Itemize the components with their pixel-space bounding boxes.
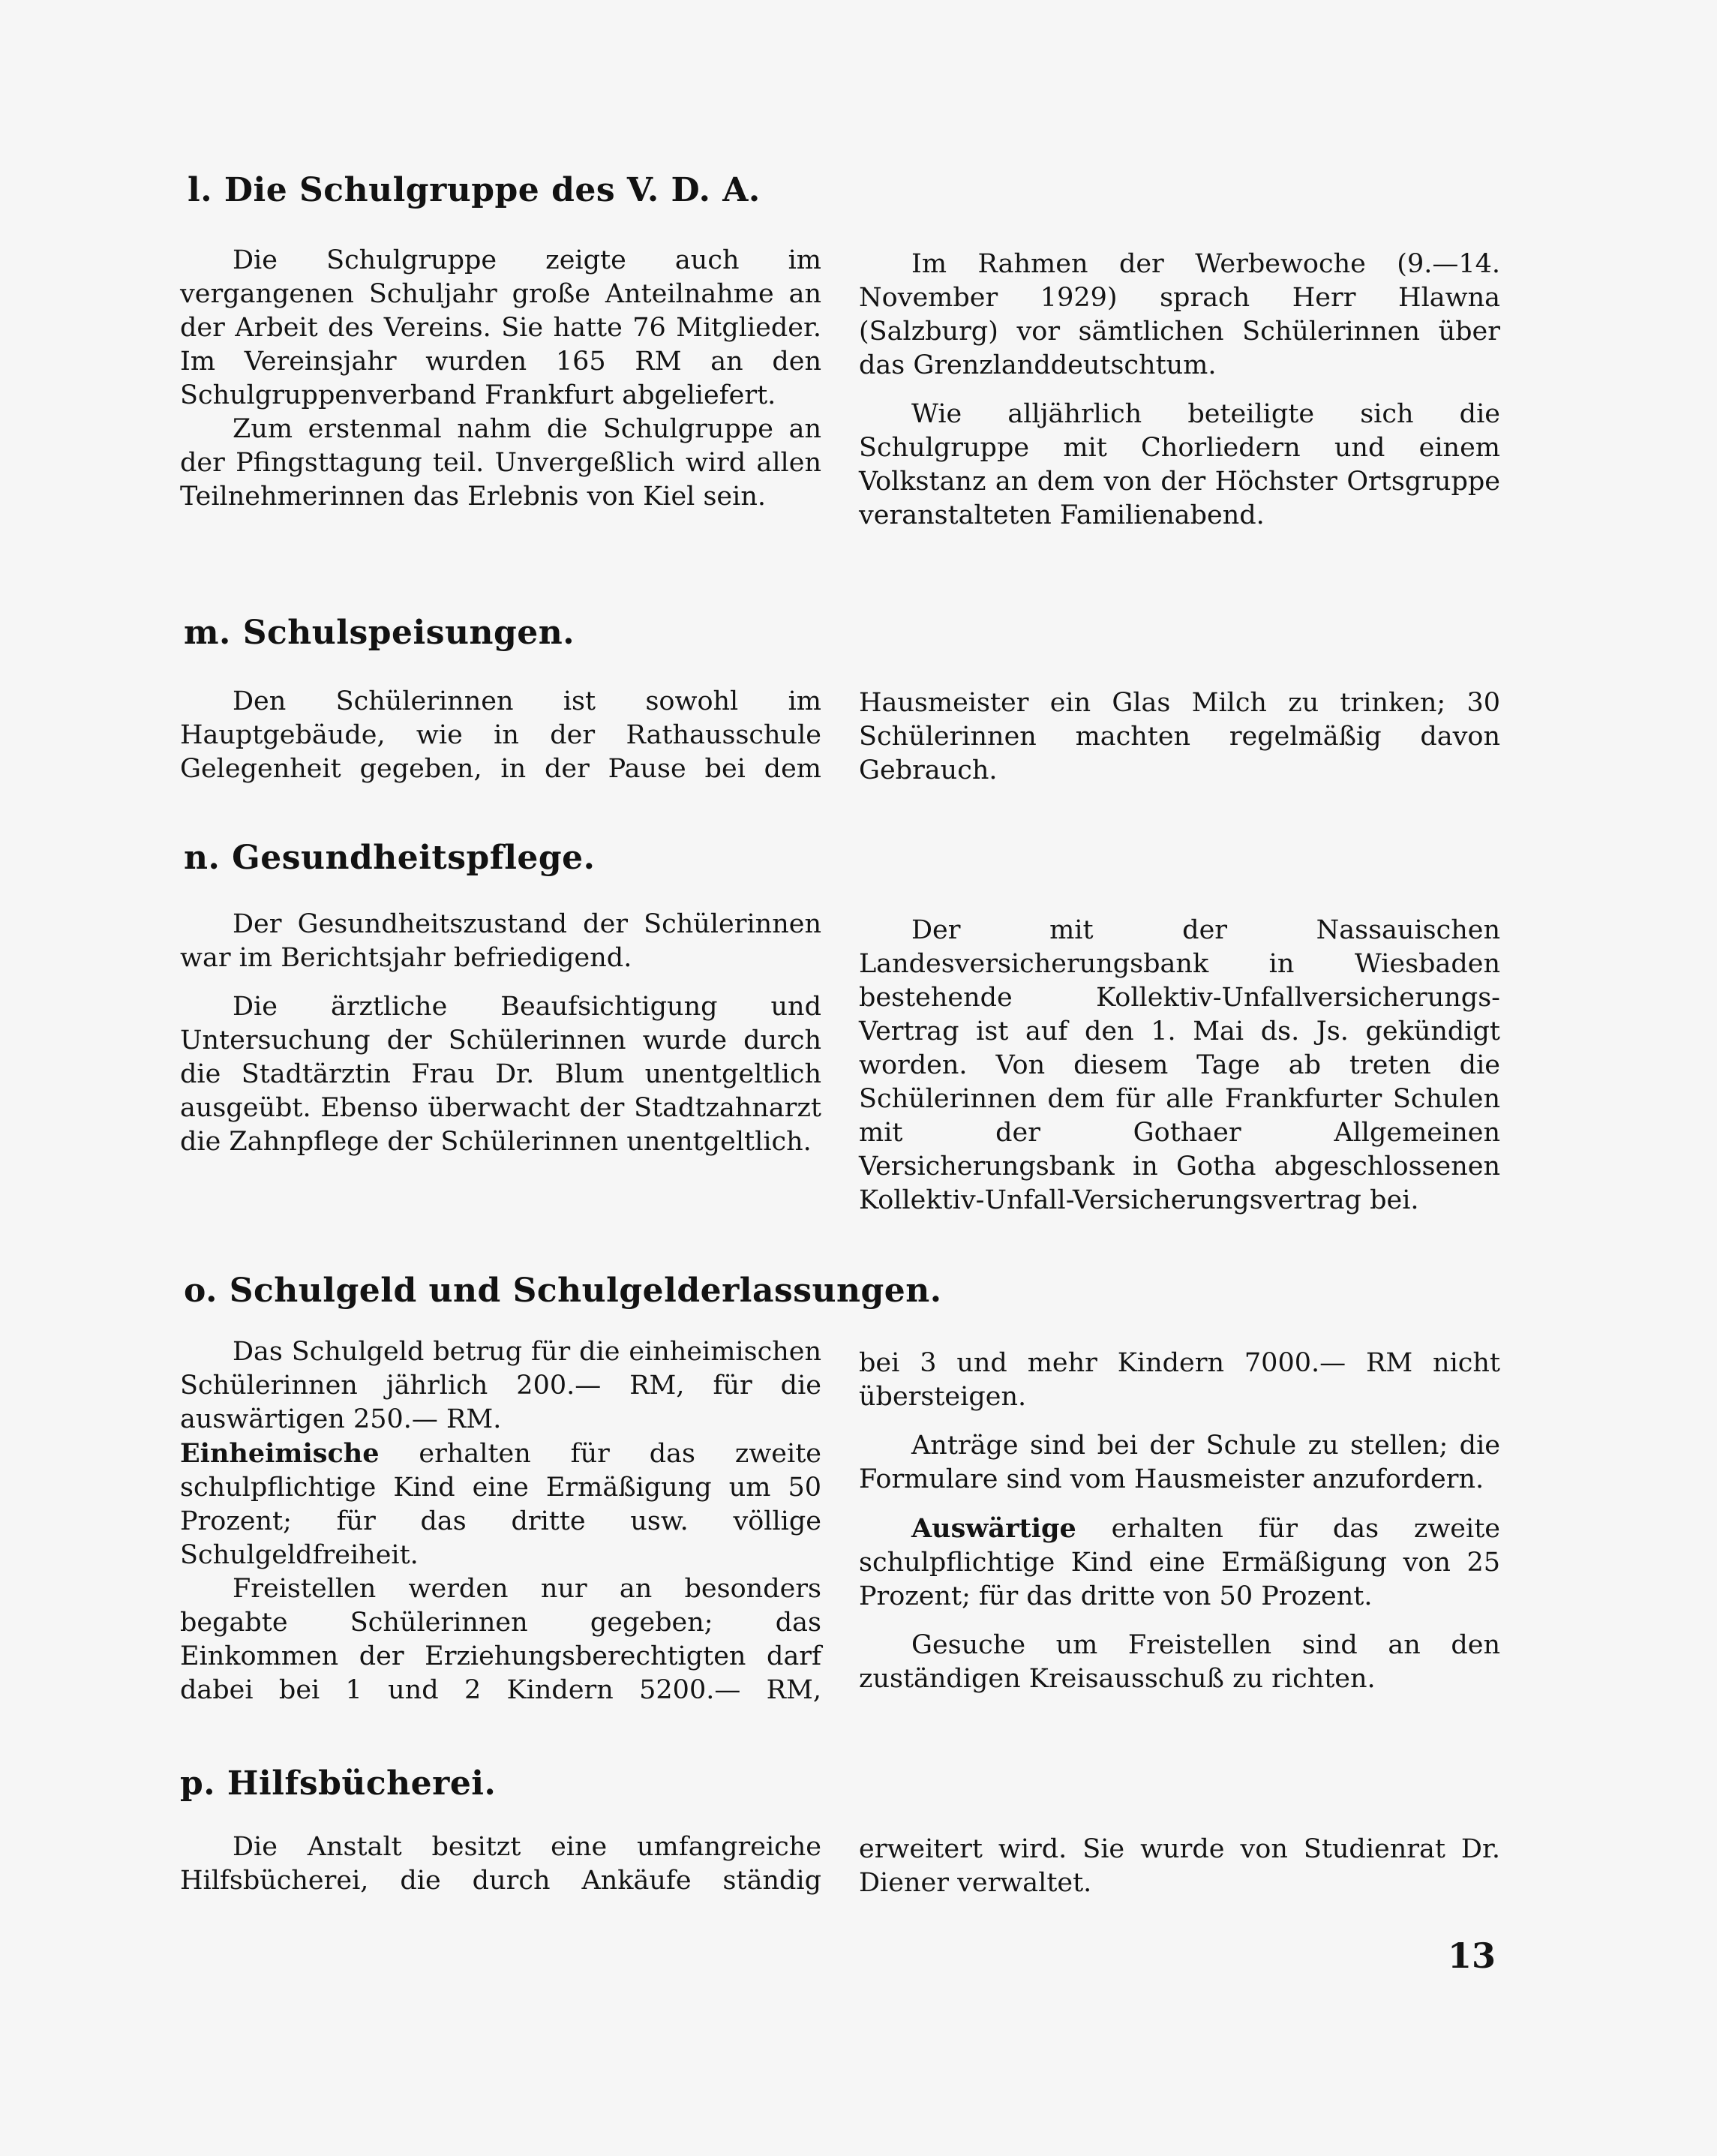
paragraph: Im Rahmen der Werbewoche (9.—14. November 1929) sprach Herr Hlawna (Salzburg) vor sämtlichen Schülerinnen über das Grenzlanddeutschtum. bbox=[859, 249, 1500, 380]
paragraph: Gesuche um Freistellen sind an den zuständigen Kreisausschuß zu richten. bbox=[859, 1630, 1500, 1694]
paragraph: Freistellen werden nur an besonders begabte Schülerinnen gegeben; das Einkommen der Erziehungsberechtigten darf dabei bei 1 und 2 Kindern 5200.— RM, bbox=[180, 1574, 821, 1705]
paragraph: Den Schülerinnen ist sowohl im Hauptgebäude, wie in der Rathausschule Gelegenheit gegeben, in der Pause bei dem bbox=[180, 686, 821, 784]
paragraph: Der Gesundheitszustand der Schülerinnen war im Berichtsjahr befriedigend. bbox=[180, 909, 821, 973]
paragraph: Zum erstenmal nahm die Schulgruppe an der Pfingsttagung teil. Unvergeßlich wird allen Teilnehmerinnen das Erlebnis von Kiel sein. bbox=[180, 414, 821, 512]
heading-gesundheitspflege: n. Gesundheitspflege. bbox=[184, 839, 596, 877]
heading-schulgruppe: l. Die Schulgruppe des V. D. A. bbox=[188, 171, 761, 209]
schulgruppe-left-column bbox=[180, 244, 821, 514]
page-number: 13 bbox=[1448, 1935, 1496, 1976]
paragraph: Die Anstalt besitzt eine umfangreiche Hilfsbücherei, die durch Ankäufe ständig bbox=[180, 1832, 821, 1896]
paragraph: Der mit der Nassauischen Landesversicherungsbank in Wiesbaden bestehende Kollektiv-Unfallversicherungs-Vertrag ist auf den 1. Mai ds. Js. gekündigt worden. Von diesem Tage ab treten die Schülerinnen dem für alle Frankfurter Schulen mit der Gothaer Allgemeinen Versicherungsbank in Gotha abgeschlossenen Kollektiv-Unfall-Versicherungsvertrag bei. bbox=[859, 915, 1500, 1215]
paragraph: bei 3 und mehr Kindern 7000.— RM nicht übersteigen. bbox=[859, 1348, 1500, 1412]
schulgruppe-right-column bbox=[859, 248, 1500, 533]
schulspeisungen-right-column bbox=[859, 686, 1500, 788]
schulgeld-left-column bbox=[180, 1335, 821, 1707]
bold-term: Einheimische bbox=[180, 1438, 380, 1469]
paragraph: Anträge sind bei der Schule zu stellen; die Formulare sind vom Hausmeister anzufordern. bbox=[859, 1431, 1500, 1494]
paragraph: Hausmeister ein Glas Milch zu trinken; 30 Schülerinnen machten regelmäßig davon Gebrauch. bbox=[859, 688, 1500, 785]
hilfsbuecherei-left-column bbox=[180, 1830, 821, 1898]
paragraph-text: erhalten für das zweite schulpflichtige Kind eine Ermäßigung um 50 Prozent; für das dritte usw. völlige Schulgeldfreiheit. bbox=[180, 1439, 821, 1570]
bold-term: Auswärtige bbox=[911, 1513, 1076, 1544]
paragraph: Das Schulgeld betrug für die einheimischen Schülerinnen jährlich 200.— RM, für die auswärtigen 250.— RM. bbox=[180, 1337, 821, 1434]
heading-schulgeld: o. Schulgeld und Schulgelderlassungen. bbox=[184, 1272, 942, 1310]
heading-schulspeisungen: m. Schulspeisungen. bbox=[184, 614, 575, 652]
heading-hilfsbuecherei: p. Hilfsbücherei. bbox=[180, 1764, 497, 1803]
hilfsbuecherei-right-column bbox=[859, 1833, 1500, 1900]
paragraph: erweitert wird. Sie wurde von Studienrat Dr. Diener verwaltet. bbox=[859, 1834, 1500, 1898]
paragraph bbox=[859, 1512, 1500, 1614]
paragraph-text: erhalten für das zweite schulpflichtige Kind eine Ermäßigung von 25 Prozent; für das dritte von 50 Prozent. bbox=[859, 1514, 1500, 1611]
gesundheitspflege-left-column bbox=[180, 908, 821, 1159]
paragraph bbox=[180, 1437, 821, 1572]
schulspeisungen-left-column bbox=[180, 685, 821, 786]
gesundheitspflege-right-column bbox=[859, 914, 1500, 1218]
paragraph: Wie alljährlich beteiligte sich die Schulgruppe mit Chorliedern und einem Volkstanz an dem von der Höchster Ortsgruppe veranstalteten Familienabend. bbox=[859, 399, 1500, 530]
paragraph: Die ärztliche Beaufsichtigung und Untersuchung der Schülerinnen wurde durch die Stadtärztin Frau Dr. Blum unentgeltlich ausgeübt. Ebenso überwacht der Stadtzahnarzt die Zahnpflege der Schülerinnen unentgeltlich. bbox=[180, 992, 821, 1157]
schulgeld-right-column bbox=[859, 1347, 1500, 1696]
paragraph: Die Schulgruppe zeigte auch im vergangenen Schuljahr große Anteilnahme an der Arbeit des Vereins. Sie hatte 76 Mitglieder. Im Vereinsjahr wurden 165 RM an den Schulgruppenverband Frankfurt abgeliefert. bbox=[180, 245, 821, 410]
